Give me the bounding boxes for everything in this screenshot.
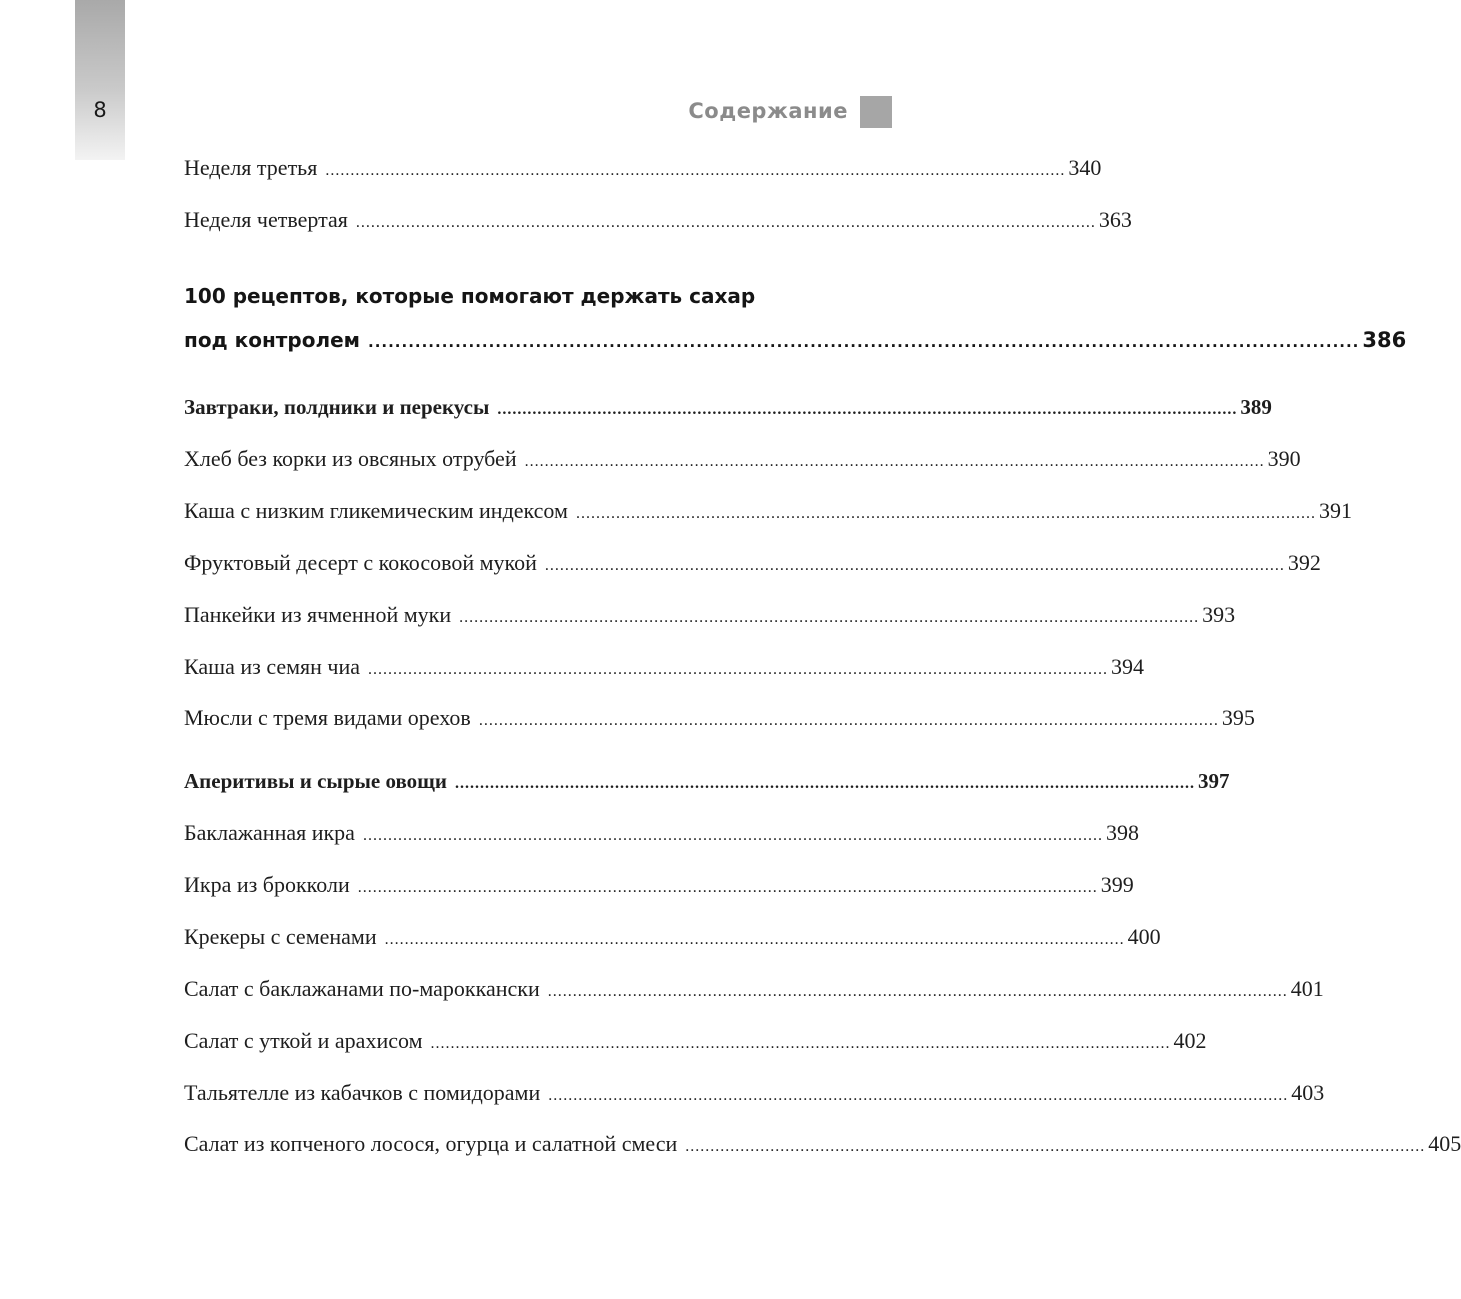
part-page: 386 bbox=[1362, 328, 1407, 352]
dot-leader: .................................................................................................................................................... bbox=[524, 453, 1265, 470]
toc-entry[interactable] bbox=[184, 705, 1255, 731]
dot-leader: .................................................................................................................................................... bbox=[478, 712, 1219, 729]
toc-entry-page: 394 bbox=[1111, 654, 1145, 679]
toc-entry-page: 400 bbox=[1127, 924, 1161, 949]
dot-leader: .................................................................................................................................................... bbox=[368, 661, 1109, 678]
page-number: 8 bbox=[93, 98, 107, 122]
dot-leader: .................................................................................................................................................... bbox=[497, 401, 1238, 418]
toc-entry-title: Икра из брокколи bbox=[184, 872, 350, 897]
toc-entry-page: 398 bbox=[1105, 820, 1139, 845]
section-page: 397 bbox=[1197, 769, 1230, 793]
dot-leader: .................................................................................................................................................... bbox=[544, 557, 1285, 574]
toc-entry-page: 395 bbox=[1221, 705, 1255, 730]
dot-leader: .................................................................................................................................................... bbox=[547, 983, 1288, 1000]
toc-entry-title: Каша с низким гликемическим индексом bbox=[184, 498, 568, 523]
dot-leader: .................................................................................................................................................... bbox=[459, 609, 1200, 626]
dot-leader: .................................................................................................................................................... bbox=[548, 1087, 1289, 1104]
toc-entry-title: Панкейки из ячменной муки bbox=[184, 602, 452, 627]
toc-entry-title: Салат с баклажанами по-мароккански bbox=[184, 976, 540, 1001]
dot-leader: .................................................................................................................................................... bbox=[685, 1138, 1426, 1155]
dot-leader: .................................................................................................................................................... bbox=[430, 1035, 1171, 1052]
toc-entry-page: 392 bbox=[1287, 550, 1321, 575]
running-head-title: Содержание bbox=[688, 99, 848, 123]
page-tab-marker bbox=[75, 0, 125, 160]
toc-entry[interactable] bbox=[184, 446, 1301, 472]
dot-leader: .................................................................................................................................................... bbox=[362, 827, 1103, 844]
running-head-square bbox=[860, 96, 892, 128]
toc-entry[interactable] bbox=[184, 654, 1145, 680]
dot-leader: .................................................................................................................................................... bbox=[357, 879, 1098, 896]
toc-entry[interactable] bbox=[184, 1028, 1207, 1054]
toc-entry[interactable] bbox=[184, 602, 1236, 628]
toc-entry-title: Неделя четвертая bbox=[184, 207, 348, 232]
toc-entry-title: Каша из семян чиа bbox=[184, 654, 361, 679]
toc-entry-page: 405 bbox=[1428, 1131, 1461, 1156]
toc-entry-title: Салат с уткой и арахисом bbox=[184, 1028, 423, 1053]
toc-entry-title: Хлеб без корки из овсяных отрубей bbox=[184, 446, 517, 471]
section-title: Аперитивы и сырые овощи bbox=[184, 769, 447, 793]
toc-entry-page: 390 bbox=[1267, 446, 1301, 471]
toc-entry[interactable] bbox=[184, 550, 1321, 576]
toc-entry-page: 402 bbox=[1173, 1028, 1207, 1053]
toc-entry-page: 401 bbox=[1290, 976, 1324, 1001]
part-title-line1: 100 рецептов, которые помогают держать сахар bbox=[184, 284, 756, 308]
toc-entry-title: Салат из копченого лосося, огурца и салатной смеси bbox=[184, 1131, 678, 1156]
toc-entry-title: Крекеры с семенами bbox=[184, 924, 377, 949]
toc-section[interactable] bbox=[184, 769, 1230, 794]
toc-entry-page: 393 bbox=[1202, 602, 1236, 627]
dot-leader: .................................................................................................................................................... bbox=[355, 214, 1096, 231]
toc-entry-page: 399 bbox=[1100, 872, 1134, 897]
toc-entry-title: Неделя третья bbox=[184, 155, 318, 180]
toc-section[interactable] bbox=[184, 395, 1272, 420]
toc-entry[interactable] bbox=[184, 498, 1352, 524]
part-title-line2: под контролем bbox=[184, 328, 361, 352]
toc-entry-page: 403 bbox=[1291, 1080, 1325, 1105]
toc-entry-page: 363 bbox=[1098, 207, 1132, 232]
toc-entry-title: Фруктовый десерт с кокосовой мукой bbox=[184, 550, 537, 575]
toc-entry[interactable] bbox=[184, 1080, 1325, 1106]
toc-entry-page: 391 bbox=[1318, 498, 1352, 523]
dot-leader: .................................................................................................................................................... bbox=[384, 931, 1125, 948]
toc-entry[interactable] bbox=[184, 976, 1324, 1002]
toc-entry[interactable] bbox=[184, 872, 1134, 898]
toc-entry-title: Тальятелле из кабачков с помидорами bbox=[184, 1080, 541, 1105]
dot-leader: .................................................................................................................................................... bbox=[368, 333, 1360, 351]
toc-entry[interactable] bbox=[184, 155, 1102, 181]
toc-entry[interactable] bbox=[184, 820, 1139, 846]
dot-leader: .................................................................................................................................................... bbox=[325, 162, 1066, 179]
toc-entry[interactable] bbox=[184, 1131, 1461, 1157]
toc-part[interactable] bbox=[184, 328, 1407, 352]
toc-entry-page: 340 bbox=[1068, 155, 1102, 180]
dot-leader: .................................................................................................................................................... bbox=[575, 505, 1316, 522]
toc-entry[interactable] bbox=[184, 207, 1132, 233]
toc-entry[interactable] bbox=[184, 924, 1161, 950]
dot-leader: .................................................................................................................................................... bbox=[454, 775, 1195, 792]
toc-entry-title: Баклажанная икра bbox=[184, 820, 355, 845]
section-title: Завтраки, полдники и перекусы bbox=[184, 395, 490, 419]
section-page: 389 bbox=[1240, 395, 1272, 419]
toc-entry-title: Мюсли с тремя видами орехов bbox=[184, 705, 471, 730]
